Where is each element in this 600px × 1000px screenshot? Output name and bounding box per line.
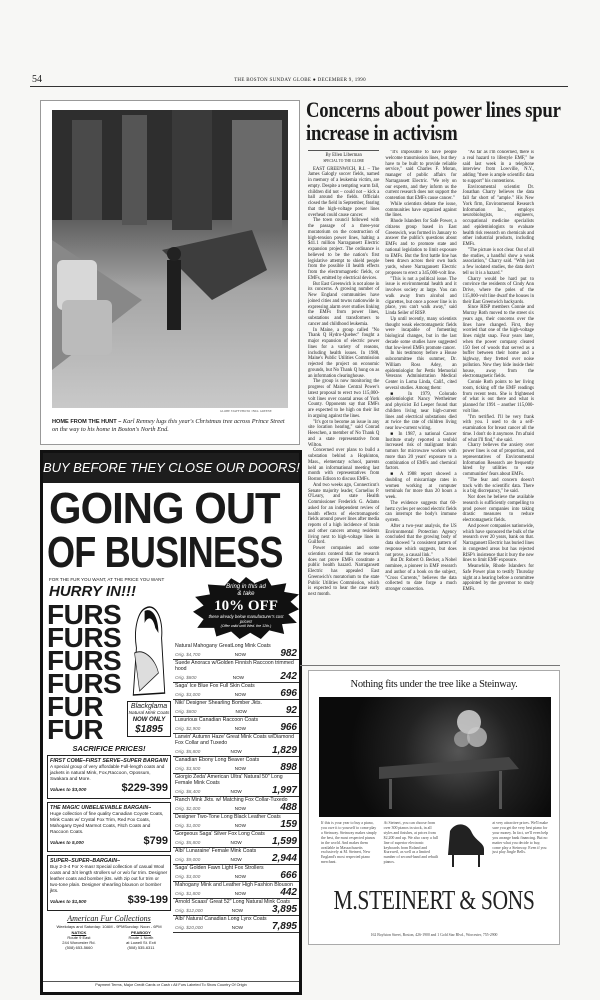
location-address: Route 1 North (128, 935, 154, 940)
furs-word: FURS (47, 668, 122, 699)
store-hours: Weekdays and Saturday: 10AM - 9PMSunday: Noon - 6PM (56, 924, 162, 929)
fur-item-name: Gorgeous Saga' Silver Fox Long Coats (175, 831, 265, 837)
fur-item-price: 92 (285, 705, 297, 716)
fur-item (173, 899, 299, 916)
bargain-price: $799 (143, 835, 168, 847)
fur-item-price: 982 (280, 648, 297, 659)
fur-item-name: Albi' Natural Canadian Long Lynx Coats (175, 916, 267, 922)
location-town: NATICK (71, 930, 87, 935)
fur-item-name: Ranch Mink Jkts. w/ Matching Fox Collar-Tuxedo (175, 797, 288, 803)
left-ad-column (47, 744, 171, 950)
bargain-text: Huge collection of fine quality Canadian Coyote Coats, Mink Coats w/ Crystal Fox Trim, Red Fox Coats, Mahogany Dyed Marmot Coats, Fitch Coats and Raccoon Coats. (50, 811, 164, 834)
article-paragraph: While scientists debate the issue, communities have organized against the lines. (385, 201, 457, 219)
burst-line-4: (Offer valid until Wed. the 12th.) (220, 624, 272, 628)
article-paragraph: But Dr. Robert O. Becker, a Nobel nominee, a pioneer in EMF research and author of a book on the subject, "Cross Currents," believes the data collected to date forge a much stronger connection. (385, 558, 457, 592)
fur-item-price-row (175, 820, 297, 830)
article-paragraph: And two weeks ago, Connecticut's Senate majority leader, Cornelius P. O'Leary, and state Health Commissioner Frederick G. Adams asked for an independent review of health effects of electromagnetic fields around power lines after media reports of a high incidence of brain and other cancers among residents living next to high-voltage lines in Guilford. (308, 482, 380, 546)
fur-item (173, 882, 299, 899)
furs-word: FURS (47, 622, 122, 653)
article-paragraph: The group is now monitoring the progress of Maine Central Power's latest proposal to erect two 115,000-volt lines over coastal areas of York County. Opponents say that EMFs are expected to be high on their list in arguing against the lines. (308, 379, 380, 419)
fur-item-price: 3,895 (271, 904, 297, 915)
caption-text: Karl Renney lugs this year's Christmas tree across Prince Street on the way to his home in Boston's North End. (52, 418, 285, 433)
fur-item (173, 700, 299, 717)
fur-ad-footer: Payment Terms, Major Credit Cards or Cash • All Furs Labeled To Show Country Of Origin (43, 981, 299, 988)
fur-item (173, 683, 299, 700)
steinway-ad (308, 670, 560, 945)
bargain-list (47, 755, 171, 911)
fur-item-price: 898 (280, 762, 297, 773)
store-location-peabody (126, 930, 156, 950)
fur-item-name: Saga' Ice Blue Fox Full Skin Coats (175, 683, 255, 689)
fur-item-orig-price: Orig. $1,000 (175, 823, 201, 828)
fur-item-price-row (175, 723, 297, 733)
article-paragraph: Rhode Islanders for Safe Power, a citizens group based in East Greenwich, was formed in January to answer the public's questions about EMFs and to promote state and national legislation to limit exposure to EMFs. But the first battle line has been drawn across their own back yards, where Narragansett Electric proposes to erect a 345,000-volt line. (385, 219, 457, 276)
article-paragraph: Concerned over plans to build a substation behind a Hopkinton, Mass., elementary school, parents held an informational meeting last month with representatives from Boston Edison to discuss EMFs. (308, 448, 380, 482)
fur-item-price: 159 (280, 819, 297, 830)
blackglama-price: $1895 (135, 723, 163, 735)
fur-item (173, 717, 299, 734)
now-label: NOW (234, 766, 246, 771)
now-label: NOW (230, 840, 242, 845)
fur-item (173, 774, 299, 797)
article-paragraph: In his testimony before a House subcommittee this summer, Dr. William Ross Adey, an epidemiologist for Pettis Memorial Veterans Administration Medical Center in Loma Linda, Calif., cited several studies. Among them: (385, 351, 457, 391)
location-phone: (508) 653-5660 (65, 945, 93, 950)
fur-item-price-row (175, 746, 297, 756)
store-location-natick (62, 930, 95, 950)
fur-item-name: Mahogany Mink and Leather High Fashion Blouson (175, 882, 293, 888)
fur-item-price: 1,997 (271, 785, 297, 796)
bargain-price: $39-199 (127, 894, 168, 906)
article-paragraph: Environmental scientist Dr. Jonathan Charry believes the data fall far short of "ample." His New York firm, Environmental Research Information Inc., employs neurobiologists, engineers, occupational medicine specialists and epidemiologists to evaluate health risk research on chemicals and other industrial products, including EMFs. (462, 184, 534, 247)
now-label: NOW (230, 789, 242, 794)
fur-item-orig-price: Orig. $3,000 (175, 692, 201, 697)
piano-photo (319, 697, 551, 817)
fur-item-orig-price: Orig. $2,000 (175, 806, 201, 811)
fur-item (173, 797, 299, 814)
masthead: THE BOSTON SUNDAY GLOBE ● DECEMBER 9, 1990 (234, 78, 366, 83)
article-paragraph: "The fear and concern doesn't track with the scientific data. There is a big discrepancy," he said. (462, 477, 534, 495)
fur-item-orig-price: Orig. $800 (175, 675, 197, 680)
location-address: at Lowell St. Exit (126, 940, 156, 945)
article-paragraph: EAST GREENWICH, R.I. – The James Galogly soccer fields, named in memory of a leukemia victim, are empty. Despite a tempting warm fall, children did not – could not – kick a ball around the fields. Officials closed the field in September, fearing that the high-voltage power lines overhead could cause cancer. (308, 166, 380, 218)
fur-item-price-row (175, 689, 297, 699)
burst-line-2: & take (237, 591, 255, 597)
now-label: NOW (234, 726, 246, 731)
article-paragraph: Connie Roth points to her living room, ticking off the EMF readings from recent tests. She is frightened of what is out there and what is planned for 1991 – another 115,000-volt line. (462, 380, 534, 414)
fur-item-price-row (175, 905, 297, 915)
steinway-copy-col: If this is your year to buy a piano, you owe it to yourself to come play a Steinway. Steinway makes simply the best, the most respected pianos in the world. And makes them available in Massachusetts exclusively at M. Steinert, New England's most respected piano merchant. (321, 821, 377, 865)
fur-item-price-row (175, 803, 297, 813)
fur-price-list (173, 643, 299, 933)
fur-item-orig-price: Orig. $1,800 (175, 891, 201, 896)
fur-item-name: Luxurious Canadian Raccoon Coats (175, 717, 259, 723)
fur-item-price: 696 (280, 688, 297, 699)
fur-item-price: 2,944 (271, 853, 297, 864)
fur-item-orig-price: Orig. $8,400 (175, 789, 201, 794)
steinway-copy-col: at very attractive prices. We'll make sure you get the very best piano for your money. In fact, we'll even help you arrange bank financing. But no matter what you decide to buy, come play a Steinway. Even if you just play Jingle Bells. (492, 821, 549, 855)
bargain-values: Values to $3,000 (50, 787, 87, 792)
now-label: NOW (232, 675, 244, 680)
fur-item-price: 666 (280, 870, 297, 881)
now-label: NOW (230, 749, 242, 754)
article-paragraph: "It's got to become an issue in any site location hearing," said Conrad Heeschen, a member of No Thank Q and a state representative from Wilton. (308, 419, 380, 448)
bargain-values-row (50, 894, 168, 908)
article-paragraph: ■ In 1979, Colorado epidemiologist Nancy Wertheimer and physicist Ed Leeper found that children living near high-current lines and electrical substations died at twice the rate of children living near low-current wiring. (385, 391, 457, 431)
photo-caption (52, 418, 292, 434)
fur-item-orig-price: Orig. $4,700 (175, 652, 201, 657)
article-paragraph: After a two-year analysis, the US Environmental Protection Agency concluded that the growing body of data showed "a consistent pattern of response which suggests, but does not prove, a causal link." (385, 523, 457, 558)
article-paragraph: But East Greenwich is not alone in its concerns. A growing number of New England communities have joined cities and towns nationwide in expressing alarm over studies linking the EMFs from power lines, substations and transformers to cancer and childhood leukemia. (308, 281, 380, 327)
article-paragraph: Meanwhile, Rhode Islanders for Safe Power plan to testify Thursday night at a hearing before a committee appointed by the governor to study EMFs. (462, 564, 534, 592)
article-body (308, 150, 534, 662)
bargain-text: Buy 2-3-4 For X-mas! Special collection of casual Wool coats and 3/4 length strollers w/ or w/o fur trim. Designer leather coats and bomber jkts. with zip out fur trim or two-tone plain. Designer shearling blouson or bomber jkts. (50, 864, 168, 893)
piano-scene (319, 697, 551, 817)
grand-piano-icon (446, 821, 486, 869)
now-label: NOW (234, 874, 246, 879)
bargain-price: $229-399 (121, 782, 168, 794)
fur-item-name: Saga' Golden Fawn Light Fox Strollers (175, 865, 264, 871)
bargain-values: Values to $1,500 (50, 899, 87, 904)
fur-item-price-row (175, 922, 297, 932)
fur-item-price: 966 (280, 722, 297, 733)
store-info (47, 914, 171, 950)
now-label: NOW (234, 806, 246, 811)
bargain-box (47, 855, 171, 911)
fur-item-name: Lanvin' Autumn Haze' Great Mink Coats w/Diamond Fox Collar and Tuxedo (175, 734, 295, 746)
byline-author: By Ellen Liberman (325, 153, 362, 158)
furs-word: FURS (47, 599, 122, 630)
burst-line-1: Bring in this ad (226, 584, 266, 590)
article-paragraph: "The picture is not clear. Out of all the studies, a handful show a weak association," Charry said. "With just a few isolated studies, the data don't tell us it is a hazard." (462, 247, 534, 276)
fur-item-price-row (175, 706, 297, 716)
article-paragraph: Charry would be hard put to convince the residents of Cindy Ann Drive, where the poles of the 115,000-volt line dwarf the houses in their East Greenwich backyards. (462, 276, 534, 305)
location-town: PEABODY (131, 930, 151, 935)
bargain-box (47, 755, 171, 799)
fur-item-name: Canadian Ebony Long Beaver Coats (175, 757, 260, 763)
photo-credit: GLOBE STAFF PHOTO / BILL GREENE (220, 409, 272, 413)
now-label: NOW (235, 709, 247, 714)
article-paragraph: Since RISP members Connie and Murray Roth moved to the street six years ago, their concerns over the lines have changed. First, they worried that one of the high-voltage lines might snap. Four years later, when the power company cleared 150 feet of woods that served as a buffer between their home and a highway, they fretted over noise pollution. Now they hide inside their house, away from the electromagnetic fields. (462, 305, 534, 380)
fur-item-name: Designer Two-Tone Long Black Leather Coats (175, 814, 281, 820)
bargain-box (47, 802, 171, 852)
bargain-values-row (50, 835, 168, 849)
photo-scene (52, 110, 288, 408)
article-paragraph: In Maine, a group called "No Thank Q Hydro-Quebec" fought a major expansion of electric power lines for a variety of reasons, including health issues. In 1988, Maine's Public Utilities Commission rejected the project on economic grounds, but No Thank Q hung on as an information clearinghouse. (308, 327, 380, 379)
byline (308, 150, 379, 165)
fur-item (173, 814, 299, 831)
fur-item-name: Giorgio Zeda' American Ultra' Natural 50" Long Female Mink Coats (175, 774, 283, 786)
article-paragraph: And power companies nationwide, which have sponsored the bulk of the research over 20 years, bank on that. Narragansett Electric has buried lines in congested areas but has rejected RISP's insistence that it bury the new lines to limit EMF exposure. (462, 523, 534, 564)
bargain-values-row (50, 782, 168, 796)
blackglama-desc: Natural Mink Coats (128, 711, 170, 716)
fur-item-price-row (175, 837, 297, 847)
article-headline: Concerns about power lines spur increase in activism (306, 97, 561, 145)
location-address: Route 9 East (67, 935, 91, 940)
now-label: NOW (231, 908, 244, 913)
burst-line-3: these already below manufacturer's cost prices! (208, 614, 284, 624)
article-paragraph: The town council followed with the passage of a three-year moratorium on the construction of high-tension power lines, halting a $41.1 million Narragansett Electric expansion project. The ordinance is believed to be the nation's first legislative attempt to shield people from the possible ill health effects from the electromagnetic fields, or EMFs, emitted by electrical devices. (308, 218, 380, 281)
furs-word: FUR (47, 691, 104, 722)
sacrifice-title: SACRIFICE PRICES! (72, 744, 146, 753)
caption-lead: HOME FROM THE HUNT – (52, 419, 122, 425)
fur-item (173, 865, 299, 882)
steinert-logo: M.STEINERT & SONS (333, 885, 535, 915)
article-rule (300, 665, 560, 666)
fur-item (173, 831, 299, 848)
fur-item-price-row (175, 649, 297, 659)
discount-text (205, 584, 287, 629)
article-paragraph: Power companies and some scientists contend that the research does not prove EMFs constitute a public health hazard. Narragansett Electric has appealed East Greenwich's moratorium to the state Public Utilities Commission, which is expected to hear the case early next month. (308, 546, 380, 597)
fur-ad-hurry: HURRY IN!!! (49, 583, 136, 600)
news-photo (52, 110, 288, 408)
now-label: NOW (234, 891, 246, 896)
byline-affiliation: SPECIAL TO THE GLOBE (323, 158, 365, 163)
fur-ad-banner: BUY BEFORE THEY CLOSE OUR DOORS! (43, 453, 299, 483)
fur-item-price: 488 (280, 802, 297, 813)
furs-stack (47, 599, 122, 745)
fur-item-orig-price: Orig. $3,500 (175, 766, 201, 771)
article-paragraph: ■ In 1987, a national Cancer Institute study reported a tenfold increased risk of malignant brain tumors for microwave workers with more than 20 years' exposure to a combination of EMFs and chemical factors. (385, 431, 457, 472)
blackglama-now-only: NOW ONLY (132, 716, 166, 723)
blackglama-brand: Blackglama (130, 703, 168, 710)
fur-item-price: 1,599 (271, 836, 297, 847)
now-label: NOW (234, 692, 246, 697)
steinway-copy (321, 821, 549, 869)
now-label: NOW (231, 925, 244, 930)
fur-item (173, 757, 299, 774)
steinway-headline: Nothing fits under the tree like a Steinway. (350, 679, 518, 690)
now-label: NOW (234, 652, 246, 657)
article-paragraph: "I'm terrified. I'll be very frank with you. I used to do a self-examination for breast cancer all the time. I don't do it anymore. I'm afraid of what I'll find," she said. (462, 414, 534, 443)
location-phone: (508) 535-6311 (127, 945, 155, 950)
fur-item-price-row (175, 854, 297, 864)
fur-item (173, 848, 299, 865)
fur-ad-tagline: FOR THE FUR YOU WANT, AT THE PRICE YOU WANT (49, 577, 165, 582)
fur-item-name: Albi' Lunaraine' Female Mink Coats (175, 848, 257, 854)
store-name: American Fur Collections (67, 914, 151, 923)
article-paragraph: "As far as I'm concerned, there is a real hazard to lifestyle EMF," he said last week in a telephone interview from Lowville, N.Y., adding "there is ample scientific data to support" his contentions. (462, 150, 534, 184)
article-paragraph: The evidence suggests that 60-hertz cycles per second electric fields can interrupt the body's immune system. (385, 500, 457, 523)
fur-item-orig-price: Orig. $12,000 (175, 908, 203, 913)
fur-item-price: 242 (280, 671, 297, 682)
article-paragraph: ■ A 1988 report showed a doubling of miscarriage rates in women working at computer terminals for more than 20 hours a week. (385, 472, 457, 500)
fur-item-orig-price: Orig. $20,000 (175, 925, 203, 930)
fur-item-orig-price: Orig. $9,000 (175, 857, 201, 862)
fur-item-price-row (175, 871, 297, 881)
fur-item (173, 734, 299, 757)
article-paragraph: Charry believes the anxiety over power lines is out of proportion, and representatives of Environmental Information Research are frequently hired by utilities to ease communities' fears about EMFs. (462, 443, 534, 477)
now-label: NOW (230, 857, 242, 862)
steinert-address: 162 Boylston Street, Boston, 426-1900 and 1 Gold Star Blvd., Worcester, 755-2900 (370, 933, 498, 937)
fur-item (173, 643, 299, 660)
bargain-title: FIRST COME–FIRST SERVE–SUPER BARGAIN (50, 758, 168, 764)
bargain-title: SUPER–SUPER–BARGAIN– (50, 858, 121, 864)
fur-item-price-row (175, 888, 297, 898)
fur-item-price-row (175, 763, 297, 773)
fur-item-name: Natural Mahogany GreatLong Mink Coats (175, 643, 271, 649)
fur-item-price: 1,829 (271, 745, 297, 756)
fur-item-orig-price: Orig. $800 (175, 709, 197, 714)
blackglama-box (127, 701, 171, 737)
fur-ad-headline-1: GOING OUT (49, 484, 280, 533)
bargain-title: THE MAGIC UNBELIEVABLE BARGAIN– (50, 805, 152, 811)
fur-item-price: 7,895 (271, 921, 297, 932)
header-rule (30, 86, 568, 87)
fur-item (173, 916, 299, 933)
page-number: 54 (32, 74, 42, 85)
steinway-copy-col: At Steinert, you can choose from over 300 pianos in stock, in all styles and finishes, at prices from $2,200 and up. We also carry a full line of superior electronic keyboards from Roland and Kurzweil, as well as a limited number of second-hand and rebuilt pianos. (383, 821, 439, 865)
fur-item-orig-price: Orig. $5,800 (175, 840, 201, 845)
fur-item-orig-price: Orig. $5,800 (175, 749, 201, 754)
fur-item-orig-price: Orig. $3,000 (175, 874, 201, 879)
furs-word: FUR (47, 714, 104, 745)
fur-item-price: 442 (280, 887, 297, 898)
burst-offer: 10% OFF (214, 598, 278, 614)
fur-item (173, 660, 299, 683)
article-paragraph: Nor does he believe the available research is sufficiently compelling to prod power companies into taking drastic measures to reduce electromagnetic fields. (462, 495, 534, 523)
article-paragraph: Up until recently, many scientists thought weak electromagnetic fields were incapable of fomenting biological changes, but in the last decade some studies have suggested that low-level EMFs promote cancer. (385, 316, 457, 351)
article-paragraph: "This is not a political issue. The issue is environmental health and it involves society at large. You can walk away from alcohol and cigarettes, but once a power line is in place, you can't walk away," said Linda Seiler of RISP. (385, 276, 457, 316)
bargain-values: Values to 5,000 (50, 840, 84, 845)
fur-item-name: Arnold Scaasi' Great 52" Long Natural Mink Coats (175, 899, 290, 905)
fur-item-orig-price: Orig. $2,900 (175, 726, 201, 731)
location-address: 244 Worcester Rd. (62, 940, 96, 945)
now-label: NOW (234, 823, 246, 828)
fur-ad (40, 450, 302, 995)
bargain-text: A special group of very affordable Full-length coats and jackets in natural Mink, Fox,Raccoon, Opossum, Swakara and More. (50, 764, 165, 781)
article-paragraph: "It's impossible to have people welcome transmission lines, but they have to be built to provide reliable service," said Charles F. Moran, manager of public affairs for Narragansett Electric. "We rely on our experts, and they inform us the current research does not support the contention that EMFs cause cancer." (385, 150, 457, 201)
fur-item-price-row (175, 786, 297, 796)
fur-item-price-row (175, 672, 297, 682)
furs-word: FURS (47, 645, 122, 676)
model-illustration (127, 603, 171, 698)
fur-item-name: Suede Anoracs w/Golden Finnish Raccoon trimmed hood (175, 660, 294, 672)
fur-ad-headline-2: OF BUSINESS (47, 528, 283, 577)
fur-item-name: Niki' Designer Shearling Bomber Jkts. (175, 700, 262, 706)
